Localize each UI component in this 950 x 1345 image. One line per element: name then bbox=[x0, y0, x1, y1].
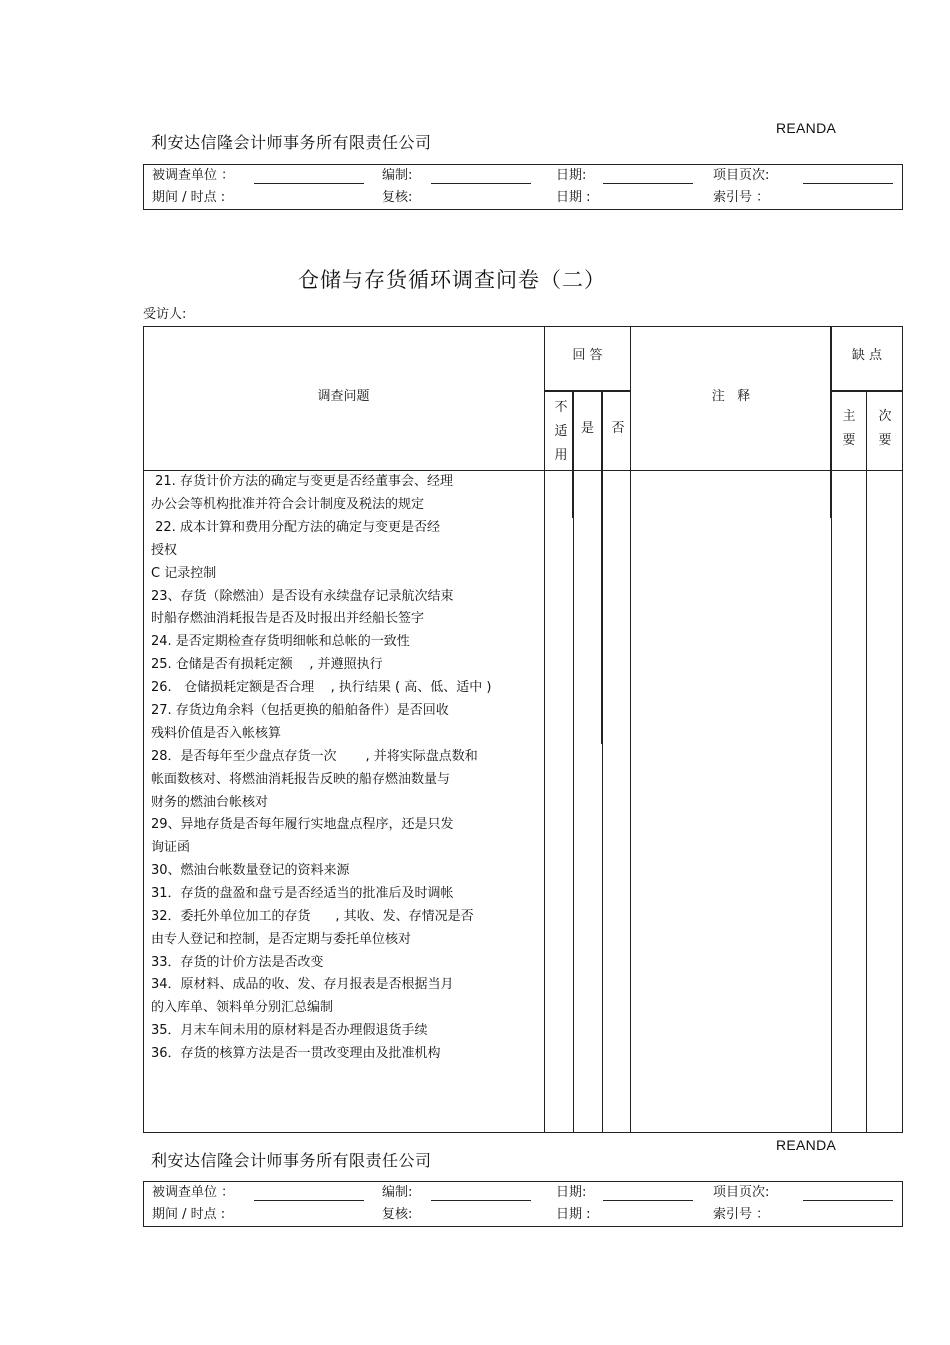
index-label: 索引号 ： bbox=[713, 1207, 770, 1222]
prepared-label: 编制: bbox=[382, 168, 413, 183]
question-line: 23、存货（除燃油）是否设有永续盘存记录航次结束 bbox=[151, 589, 454, 604]
col-header-na-1: 不 bbox=[554, 400, 568, 415]
question-line: 31．存货的盘盈和盘亏是否经适当的批准后及时调帐 bbox=[151, 886, 454, 901]
col-divider-note-lower bbox=[831, 518, 832, 1133]
page-field[interactable] bbox=[803, 183, 893, 184]
col-header-na-3: 用 bbox=[554, 448, 568, 463]
col-divider-no bbox=[630, 326, 631, 1133]
prepared-field[interactable] bbox=[431, 1200, 531, 1201]
col-header-major-2: 要 bbox=[842, 433, 856, 448]
question-line: 的入库单、领料单分别汇总编制 bbox=[151, 1000, 334, 1015]
index-label: 索引号 ： bbox=[713, 190, 770, 205]
question-line: 30、燃油台帐数量登记的资料来源 bbox=[151, 863, 350, 878]
col-divider-yes-lower bbox=[602, 744, 603, 1133]
question-line: C 记录控制 bbox=[151, 566, 217, 581]
date-label: 日期: bbox=[556, 1185, 587, 1200]
col-header-yes: 是 bbox=[580, 421, 594, 436]
question-line: 28．是否每年至少盘点存货一次 , 并将实际盘点数和 bbox=[151, 749, 478, 764]
unit-field[interactable] bbox=[254, 183, 364, 184]
question-line: 24. 是否定期检查存货明细帐和总帐的一致性 bbox=[151, 634, 410, 649]
col-header-no: 否 bbox=[611, 421, 625, 436]
brand-logo-text-bottom: REANDA bbox=[776, 1137, 837, 1153]
period-label: 期间 / 时点 : bbox=[152, 1207, 226, 1222]
col-header-major-1: 主 bbox=[842, 409, 856, 424]
review-label: 复核: bbox=[382, 190, 413, 205]
interviewee-label: 受访人: bbox=[143, 307, 187, 322]
question-line: 26. 仓储损耗定额是否合理 , 执行结果 ( 高、低、适中 ) bbox=[151, 680, 492, 695]
page-field[interactable] bbox=[803, 1200, 893, 1201]
question-line: 22. 成本计算和费用分配方法的确定与变更是否经 bbox=[151, 520, 440, 535]
page-label: 项目页次: bbox=[713, 168, 770, 183]
col-header-minor-1: 次 bbox=[878, 409, 892, 424]
prepared-field[interactable] bbox=[431, 183, 531, 184]
question-line: 33．存货的计价方法是否改变 bbox=[151, 955, 324, 970]
unit-field[interactable] bbox=[254, 1200, 364, 1201]
col-divider-major bbox=[866, 390, 867, 1133]
question-line: 27. 存货边角余料（包括更换的船舶备件）是否回收 bbox=[151, 703, 449, 718]
question-line: 由专人登记和控制，是否定期与委托单位核对 bbox=[151, 932, 412, 947]
question-line: 办公会等机构批准并符合会计制度及税法的规定 bbox=[151, 497, 425, 512]
question-line: 21. 存货计价方法的确定与变更是否经董事会、经理 bbox=[151, 474, 453, 489]
col-header-question: 调查问题 bbox=[317, 389, 370, 404]
col-divider-question bbox=[544, 326, 545, 1133]
header-info-box bbox=[143, 164, 903, 210]
col-divider-na-lower bbox=[573, 518, 574, 1133]
header-bottom-rule bbox=[143, 470, 903, 471]
question-line: 35．月末车间未用的原材料是否办理假退货手续 bbox=[151, 1023, 428, 1038]
date-label-2: 日期 : bbox=[556, 190, 591, 205]
header-info-box-bottom bbox=[143, 1181, 903, 1227]
unit-label: 被调查单位 ： bbox=[152, 168, 235, 183]
date-label: 日期: bbox=[556, 168, 587, 183]
question-line: 授权 bbox=[151, 543, 178, 558]
unit-label: 被调查单位 ： bbox=[152, 1185, 235, 1200]
question-line: 时船存燃油消耗报告是否及时报出并经船长签字 bbox=[151, 611, 425, 626]
question-line: 25. 仓储是否有损耗定额 , 并遵照执行 bbox=[151, 657, 383, 672]
col-header-major bbox=[831, 405, 867, 453]
question-line: 帐面数核对、将燃油消耗报告反映的船存燃油数量与 bbox=[151, 772, 451, 787]
col-header-na-2: 适 bbox=[554, 424, 568, 439]
col-header-note: 注 释 bbox=[711, 389, 751, 404]
col-header-answer: 回 答 bbox=[572, 348, 603, 363]
firm-name-bottom: 利安达信隆会计师事务所有限责任公司 bbox=[151, 1151, 432, 1170]
question-line: 32．委托外单位加工的存货 , 其收、发、存情况是否 bbox=[151, 909, 474, 924]
brand-logo-text: REANDA bbox=[776, 120, 837, 136]
firm-name: 利安达信隆会计师事务所有限责任公司 bbox=[151, 133, 432, 152]
col-divider-yes bbox=[601, 390, 603, 744]
date-label-2: 日期 : bbox=[556, 1207, 591, 1222]
answer-subrule bbox=[544, 390, 631, 392]
question-line: 34．原材料、成品的收、发、存月报表是否根据当月 bbox=[151, 977, 454, 992]
col-header-minor-2: 要 bbox=[878, 433, 892, 448]
question-line: 询证函 bbox=[151, 840, 191, 855]
review-label: 复核: bbox=[382, 1207, 413, 1222]
prepared-label: 编制: bbox=[382, 1185, 413, 1200]
period-label: 期间 / 时点 : bbox=[152, 190, 226, 205]
col-header-na bbox=[549, 396, 573, 468]
question-line: 残料价值是否入帐核算 bbox=[151, 726, 282, 741]
date-field[interactable] bbox=[603, 1200, 693, 1201]
date-field[interactable] bbox=[603, 183, 693, 184]
question-line: 36．存货的核算方法是否一贯改变理由及批准机构 bbox=[151, 1046, 441, 1061]
col-header-defect: 缺 点 bbox=[851, 348, 883, 363]
col-header-minor bbox=[867, 405, 903, 453]
page-label: 项目页次: bbox=[713, 1185, 770, 1200]
question-line: 29、异地存货是否每年履行实地盘点程序，还是只发 bbox=[151, 817, 454, 832]
question-line: 财务的燃油台帐核对 bbox=[151, 795, 269, 810]
page-title: 仓储与存货循环调查问卷（二） bbox=[298, 268, 606, 292]
